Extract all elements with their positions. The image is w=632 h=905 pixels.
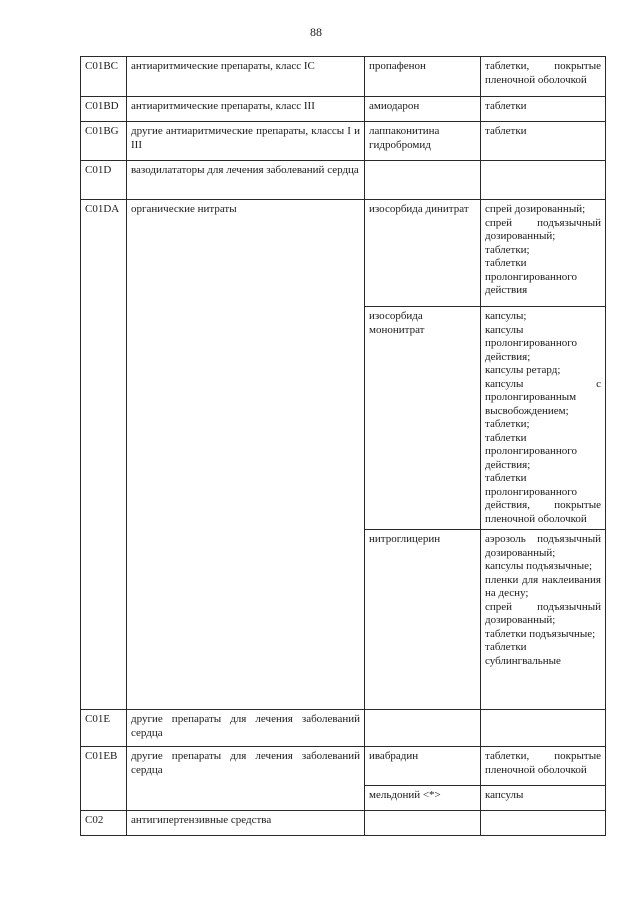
atc-code: C01BG (81, 122, 127, 161)
atc-code: C01BD (81, 97, 127, 122)
table-row (81, 97, 606, 122)
dosage-form: капсулы ретард; (485, 364, 561, 376)
group-name: вазодилататоры для лечения заболеваний сердца (127, 161, 365, 200)
drug-name: амиодарон (365, 97, 481, 122)
atc-code: C01DA (81, 200, 127, 710)
dosage-form: капсулы с пролонгированным высвобождением; (485, 377, 601, 417)
dosage-form: таблетки (485, 125, 527, 137)
dosage-form: капсулы (485, 789, 524, 801)
dosage-form: таблетки (485, 100, 527, 112)
dosage-form: спрей подъязычный дозированный; (485, 216, 601, 242)
dosage-form: таблетки; (485, 418, 530, 430)
dosage-forms (481, 747, 606, 786)
table-row (81, 200, 606, 307)
dosage-forms (481, 122, 606, 161)
dosage-forms (481, 97, 606, 122)
dosage-form: спрей подъязычный дозированный; (485, 600, 601, 626)
drug-name: лаппаконитина гидробромид (365, 122, 481, 161)
dosage-form: капсулы; (485, 310, 527, 322)
group-name: органические нитраты (127, 200, 365, 710)
dosage-form: аэрозоль подъязычный дозированный; (485, 533, 601, 559)
dosage-forms (481, 307, 606, 530)
drug-name (365, 161, 481, 200)
table-row (81, 710, 606, 747)
dosage-form: таблетки сублингвальные (485, 641, 561, 667)
dosage-form: таблетки подъязычные; (485, 627, 596, 640)
dosage-form: пленки для наклеивания на десну; (485, 573, 601, 599)
dosage-forms (481, 200, 606, 307)
dosage-form: капсулы подъязычные; (485, 560, 593, 572)
drug-name: нитроглицерин (365, 530, 481, 710)
drug-name: изосорбида динитрат (365, 200, 481, 307)
table-row (81, 747, 606, 786)
atc-code: C01D (81, 161, 127, 200)
group-name: другие препараты для лечения заболеваний сердца (127, 710, 365, 747)
dosage-form: таблетки пролонгированного действия, покрытые пленочной оболочкой (485, 472, 601, 525)
drug-name: ивабрадин (365, 747, 481, 786)
dosage-forms (481, 710, 606, 747)
table-row (81, 811, 606, 836)
drug-name: мельдоний <*> (365, 786, 481, 811)
group-name: антиаритмические препараты, класс III (127, 97, 365, 122)
dosage-form: таблетки, покрытые пленочной оболочкой (485, 60, 601, 86)
group-name: антиаритмические препараты, класс IC (127, 57, 365, 97)
table-row (81, 57, 606, 97)
drug-name: изосорбида мононитрат (365, 307, 481, 530)
atc-code: C01BC (81, 57, 127, 97)
dosage-form: таблетки пролонгированного действия (485, 257, 577, 296)
group-name: антигипертензивные средства (127, 811, 365, 836)
table-row (81, 161, 606, 200)
atc-code: C01EB (81, 747, 127, 811)
dosage-form: капсулы пролонгированного действия; (485, 323, 577, 363)
dosage-form: таблетки пролонгированного действия; (485, 431, 577, 471)
atc-code: C02 (81, 811, 127, 836)
atc-code: C01E (81, 710, 127, 747)
dosage-forms (481, 786, 606, 811)
group-name: другие антиаритмические препараты, классы I и III (127, 122, 365, 161)
drug-name: пропафенон (365, 57, 481, 97)
dosage-form: таблетки, покрытые пленочной оболочкой (485, 750, 601, 776)
table-row (81, 122, 606, 161)
dosage-form: таблетки; (485, 243, 530, 256)
page-number: 88 (310, 25, 322, 39)
dosage-form: спрей дозированный; (485, 203, 586, 215)
dosage-forms (481, 811, 606, 836)
dosage-forms (481, 530, 606, 710)
drug-name (365, 710, 481, 747)
group-name: другие препараты для лечения заболеваний сердца (127, 747, 365, 811)
drug-name (365, 811, 481, 836)
drug-table (80, 56, 606, 836)
dosage-forms (481, 57, 606, 97)
dosage-forms (481, 161, 606, 200)
